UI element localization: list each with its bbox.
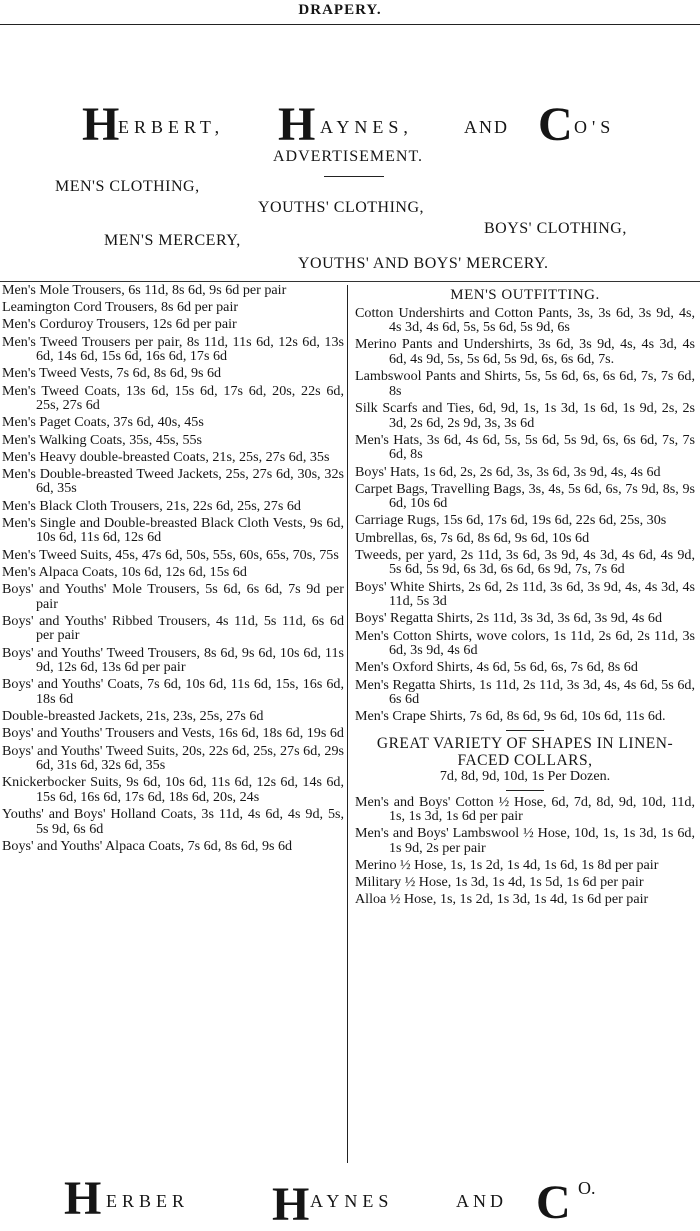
price-entry: Cotton Undershirts and Cotton Pants, 3s, 3s 6d, 3s 9d, 4s, 4s 3d, 4s 6d, 5s, 5s 6d, 5s 9d, 6s <box>355 304 695 336</box>
price-entry: Men's Paget Coats, 37s 6d, 40s, 45s <box>2 414 204 431</box>
firm-word-and: AND <box>456 1191 507 1211</box>
advertisement-heading <box>0 148 700 166</box>
price-entry: Men's Tweed Vests, 7s 6d, 8s 6d, 9s 6d <box>2 365 222 382</box>
price-entry: Knickerbocker Suits, 9s 6d, 10s 6d, 11s 6d, 12s 6d, 14s 6d, 15s 6d, 16s 6d, 17s 6d, 18s 6d, 20s, 24s <box>2 774 344 805</box>
price-entry: Men's Cotton Shirts, wove colors, 1s 11d, 2s 6d, 2s 11d, 3s 6d, 3s 9d, 4s 6d <box>355 627 695 659</box>
column-divider <box>347 285 348 1163</box>
category-youths-boys-mercery: YOUTHS' AND BOYS' MERCERY. <box>298 255 549 272</box>
firm-word-o: O. <box>578 1178 596 1198</box>
price-entry: Men's Black Cloth Trousers, 21s, 22s 6d, 25s, 27s 6d <box>2 497 301 514</box>
firm-initial-h: H <box>278 98 316 151</box>
price-entry: Silk Scarfs and Ties, 6d, 9d, 1s, 1s 3d, 1s 6d, 1s 9d, 2s, 2s 3d, 2s 6d, 2s 9d, 3s, 3s 6d <box>355 399 695 431</box>
price-entry: Carriage Rugs, 15s 6d, 17s 6d, 19s 6d, 22s 6d, 25s, 30s <box>355 512 667 529</box>
price-entry: Men's Tweed Coats, 13s 6d, 15s 6d, 17s 6d, 20s, 22s 6d, 25s, 27s 6d <box>2 382 344 414</box>
price-entry: Boys' White Shirts, 2s 6d, 2s 11d, 3s 6d, 3s 9d, 4s, 4s 3d, 4s 11d, 5s 3d <box>355 578 695 610</box>
firm-initial-c: C <box>536 1176 571 1229</box>
price-entry: Men's Regatta Shirts, 1s 11d, 2s 11d, 3s 3d, 4s, 4s 6d, 5s 6d, 6s 6d <box>355 676 695 708</box>
price-entry: Alloa ½ Hose, 1s, 1s 2d, 1s 3d, 1s 4d, 1s 6d per pair <box>355 891 649 908</box>
firm-word-herbert: ERBERT, <box>118 117 225 137</box>
section-rule <box>506 790 544 791</box>
section-rule <box>506 730 544 731</box>
left-price-column <box>2 283 344 856</box>
collars-heading: GREAT VARIETY OF SHAPES IN LINEN-FACED COLLARS, <box>376 734 674 769</box>
category-mens-mercery: MEN'S MERCERY, <box>104 232 241 249</box>
price-entry: Men's Single and Double-breasted Black Cloth Vests, 9s 6d, 10s 6d, 11s 6d, 12s 6d <box>2 514 344 546</box>
firm-word-herber: ERBER <box>106 1191 190 1211</box>
price-entry: Carpet Bags, Travelling Bags, 3s, 4s, 5s 6d, 6s, 7s 9d, 8s, 9s 6d, 10s 6d <box>355 480 695 512</box>
price-entry: Umbrellas, 6s, 7s 6d, 8s 6d, 9s 6d, 10s 6d <box>355 529 590 546</box>
firm-name-bottom <box>0 1172 700 1231</box>
firm-initial-h: H <box>82 98 120 151</box>
price-entry: Boys' Regatta Shirts, 2s 11d, 3s 3d, 3s 6d, 3s 9d, 4s 6d <box>355 610 663 627</box>
category-youths-clothing: YOUTHS' CLOTHING, <box>258 199 425 216</box>
category-mens-clothing: MEN'S CLOTHING, <box>55 178 200 195</box>
firm-initial-c: C <box>538 98 573 151</box>
price-entry: Men's Corduroy Trousers, 12s 6d per pair <box>2 316 237 333</box>
price-entry: Men's Mole Trousers, 6s 11d, 8s 6d, 9s 6d per pair <box>2 282 287 298</box>
price-entry: Men's Tweed Trousers per pair, 8s 11d, 11s 6d, 12s 6d, 13s 6d, 14s 6d, 15s 6d, 16s 6d, 17s 6d <box>2 333 344 365</box>
right-price-column <box>355 283 695 910</box>
firm-name-top <box>0 98 700 151</box>
firm-word-and: AND <box>464 117 509 137</box>
category-boys-clothing: BOYS' CLOTHING, <box>484 220 627 237</box>
price-entry: Boys' Hats, 1s 6d, 2s, 2s 6d, 3s, 3s 6d, 3s 9d, 4s, 4s 6d <box>355 463 661 480</box>
price-entry: Boys' and Youths' Trousers and Vests, 16s 6d, 18s 6d, 19s 6d <box>2 725 344 742</box>
price-entry: Youths' and Boys' Holland Coats, 3s 11d, 4s 6d, 4s 9d, 5s, 5s 9d, 6s 6d <box>2 806 344 837</box>
price-entry: Men's Heavy double-breasted Coats, 21s, 25s, 27s 6d, 35s <box>2 448 330 465</box>
advertisement-label: ADVERTISEMENT. <box>272 148 424 165</box>
price-entry: Boys' and Youths' Coats, 7s 6d, 10s 6d, 11s 6d, 15s, 16s 6d, 18s 6d <box>2 676 344 707</box>
price-entry: Men's Double-breasted Tweed Jackets, 25s, 27s 6d, 30s, 32s 6d, 35s <box>2 465 344 497</box>
firm-initial-h: H <box>64 1172 102 1225</box>
heading-rule <box>324 176 384 177</box>
price-entry: Men's and Boys' Lambswool ½ Hose, 10d, 1s, 1s 3d, 1s 6d, 1s 9d, 2s per pair <box>355 825 695 856</box>
firm-word-haynes: AYNES, <box>320 117 413 137</box>
price-entry: Men's Hats, 3s 6d, 4s 6d, 5s, 5s 6d, 5s 9d, 6s, 6s 6d, 7s, 7s 6d, 8s <box>355 431 695 463</box>
price-entry: Boys' and Youths' Tweed Suits, 20s, 22s 6d, 25s, 27s 6d, 29s 6d, 31s 6d, 32s 6d, 35s <box>2 742 344 774</box>
section-header: DRAPERY. <box>298 2 382 18</box>
price-entry: Boys' and Youths' Alpaca Coats, 7s 6d, 8s 6d, 9s 6d <box>2 837 293 854</box>
price-entry: Military ½ Hose, 1s 3d, 1s 4d, 1s 5d, 1s 6d per pair <box>355 874 644 891</box>
price-entry: Men's and Boys' Cotton ½ Hose, 6d, 7d, 8d, 9d, 10d, 11d, 1s, 1s 3d, 1s 6d per pair <box>355 793 695 825</box>
price-entry: Lambswool Pants and Shirts, 5s, 5s 6d, 6s, 6s 6d, 7s, 7s 6d, 8s <box>355 368 695 399</box>
outfitting-heading: MEN'S OUTFITTING. <box>450 287 600 303</box>
price-entry: Merino ½ Hose, 1s, 1s 2d, 1s 4d, 1s 6d, 1s 8d per pair <box>355 857 659 874</box>
price-entry: Men's Walking Coats, 35s, 45s, 55s <box>2 431 203 448</box>
price-entry: Men's Tweed Suits, 45s, 47s 6d, 50s, 55s, 60s, 65s, 70s, 75s <box>2 546 339 563</box>
price-entry: Double-breasted Jackets, 21s, 23s, 25s, 27s 6d <box>2 708 264 725</box>
price-entry: Tweeds, per yard, 2s 11d, 3s 6d, 3s 9d, 4s 3d, 4s 6d, 4s 9d, 5s 6d, 5s 9d, 6s 3d, 6s 6d, 6s 9d, 7s, 7s 6d <box>355 546 695 578</box>
price-entry: Men's Alpaca Coats, 10s 6d, 12s 6d, 15s 6d <box>2 563 247 580</box>
header-rule <box>0 24 700 25</box>
price-entry: Men's Crape Shirts, 7s 6d, 8s 6d, 9s 6d, 10s 6d, 11s 6d. <box>355 708 666 725</box>
price-entry: Merino Pants and Undershirts, 3s 6d, 3s 9d, 4s, 4s 3d, 4s 6d, 4s 9d, 5s, 5s 6d, 5s 9d, 6s, 6s 6d, 7s. <box>355 336 695 367</box>
price-entry: Boys' and Youths' Ribbed Trousers, 4s 11d, 5s 11d, 6s 6d per pair <box>2 612 344 644</box>
price-entry: Boys' and Youths' Tweed Trousers, 8s 6d, 9s 6d, 10s 6d, 11s 9d, 12s 6d, 13s 6d per pair <box>2 644 344 676</box>
collars-prices: 7d, 8d, 9d, 10d, 1s Per Dozen. <box>439 767 611 784</box>
price-entry: Leamington Cord Trousers, 8s 6d per pair <box>2 299 239 316</box>
price-entry: Men's Oxford Shirts, 4s 6d, 5s 6d, 6s, 7s 6d, 8s 6d <box>355 659 638 676</box>
firm-initial-h: H <box>272 1178 310 1231</box>
firm-word-haynes: AYNES <box>310 1191 394 1211</box>
price-entry: Boys' and Youths' Mole Trousers, 5s 6d, 6s 6d, 7s 9d per pair <box>2 581 344 612</box>
firm-word-os: O'S <box>574 117 616 137</box>
